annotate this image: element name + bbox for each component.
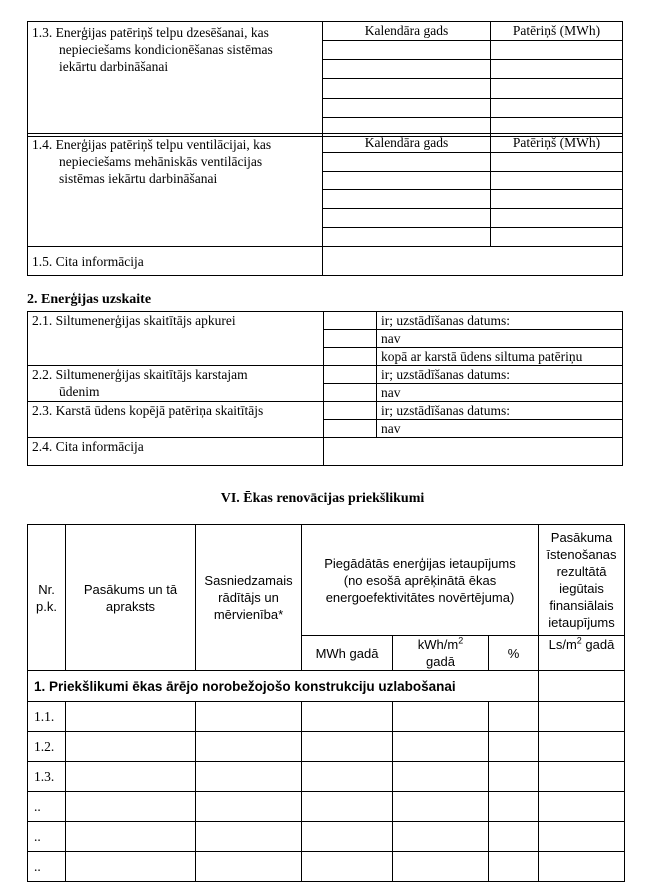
result-line6: ietaupījums <box>548 615 615 630</box>
checkbox-cell[interactable] <box>324 402 377 420</box>
year-cell[interactable] <box>323 60 491 79</box>
ls-m2-cell[interactable] <box>539 852 625 882</box>
measure-cell[interactable] <box>66 762 196 792</box>
consumption-cell[interactable] <box>491 228 623 247</box>
year-cell[interactable] <box>323 171 491 190</box>
percent-cell[interactable] <box>489 852 539 882</box>
measure-header-line2: apraksts <box>105 598 156 614</box>
unit-kwh-sup: 2 <box>458 635 464 646</box>
indicator-header-line2: rādītājs un <box>218 590 279 605</box>
row-number: .. <box>28 852 66 882</box>
row-number: 1.1. <box>28 702 66 732</box>
item-2-1-label: 2.1. Siltumenerģijas skaitītājs apkurei <box>28 312 324 366</box>
item-2-3-label: 2.3. Karstā ūdens kopējā patēriņa skaitītājs <box>28 402 324 438</box>
checkbox-cell[interactable] <box>324 366 377 384</box>
measure-cell[interactable] <box>66 852 196 882</box>
renovation-proposals-table <box>27 524 625 882</box>
item-2-2-label-line2: ūdenim <box>59 384 100 399</box>
year-cell[interactable] <box>323 98 491 117</box>
indicator-cell[interactable] <box>196 822 302 852</box>
unit-ls-m2-header <box>539 636 625 671</box>
kwh-m2-cell[interactable] <box>393 702 489 732</box>
unit-ls-sup: 2 <box>576 635 582 646</box>
unit-kwh-base: kWh/m <box>417 637 459 652</box>
option-no: nav <box>377 330 623 348</box>
nr-header-line2: p.k. <box>36 598 57 614</box>
consumption-cell[interactable] <box>491 41 623 60</box>
checkbox-cell[interactable] <box>324 348 377 366</box>
year-column-header: Kalendāra gads <box>323 134 491 153</box>
section-2-title: 2. Enerģijas uzskaite <box>27 292 152 307</box>
item-1-5-value[interactable] <box>323 247 623 276</box>
savings-header-line3: energoefektivitātes novērtējuma) <box>325 589 515 605</box>
item-1-3-label-line2: nepieciešams kondicionēšanas sistēmas <box>59 42 273 57</box>
financial-savings-header <box>539 525 625 636</box>
ls-m2-cell[interactable] <box>539 732 625 762</box>
option-yes: ir; uzstādīšanas datums: <box>377 402 623 420</box>
mwh-cell[interactable] <box>302 702 393 732</box>
item-1-3-label <box>28 22 323 137</box>
row-number: .. <box>28 822 66 852</box>
table-row <box>28 762 625 792</box>
indicator-header <box>196 525 302 671</box>
group-1-blank-cell <box>539 671 625 702</box>
year-cell[interactable] <box>323 152 491 171</box>
savings-header <box>302 525 539 636</box>
ls-m2-cell[interactable] <box>539 702 625 732</box>
item-2-4-value[interactable] <box>324 438 623 466</box>
indicator-header-line1: Sasniedzamais <box>204 573 293 588</box>
table-row <box>28 732 625 762</box>
unit-mwh-header: MWh gadā <box>302 636 393 671</box>
year-cell[interactable] <box>323 228 491 247</box>
result-line2: īstenošanas <box>546 547 617 562</box>
kwh-m2-cell[interactable] <box>393 792 489 822</box>
mwh-cell[interactable] <box>302 822 393 852</box>
checkbox-cell[interactable] <box>324 420 377 438</box>
consumption-cell[interactable] <box>491 152 623 171</box>
table-row <box>28 792 625 822</box>
kwh-m2-cell[interactable] <box>393 732 489 762</box>
row-number: 1.3. <box>28 762 66 792</box>
indicator-header-line3: mērvienība* <box>213 607 284 622</box>
consumption-column-header: Patēriņš (MWh) <box>491 22 623 41</box>
item-1-4-label-line1: 1.4. Enerģijas patēriņš telpu ventilācijai, kas <box>32 137 272 152</box>
table-row <box>28 822 625 852</box>
result-line5: finansiālais <box>549 598 614 613</box>
indicator-cell[interactable] <box>196 762 302 792</box>
measure-cell[interactable] <box>66 822 196 852</box>
item-1-4-label-line2: nepieciešams mehāniskās ventilācijas <box>59 154 263 169</box>
consumption-table-ventilation <box>27 133 623 276</box>
result-line4: iegūtais <box>559 581 604 596</box>
checkbox-cell[interactable] <box>324 330 377 348</box>
percent-cell[interactable] <box>489 822 539 852</box>
year-cell[interactable] <box>323 190 491 209</box>
savings-header-line2: (no esošā aprēķinātā ēkas <box>343 572 497 588</box>
measure-header <box>66 525 196 671</box>
percent-cell[interactable] <box>489 792 539 822</box>
percent-cell[interactable] <box>489 762 539 792</box>
item-2-4-label: 2.4. Cita informācija <box>28 438 324 466</box>
percent-cell[interactable] <box>489 732 539 762</box>
kwh-m2-cell[interactable] <box>393 852 489 882</box>
indicator-cell[interactable] <box>196 732 302 762</box>
item-1-3-label-line3: iekārtu darbināšanai <box>59 59 169 74</box>
unit-kwh-line2: gadā <box>426 654 455 669</box>
measure-cell[interactable] <box>66 792 196 822</box>
checkbox-cell[interactable] <box>324 384 377 402</box>
measure-cell[interactable] <box>66 732 196 762</box>
measure-cell[interactable] <box>66 702 196 732</box>
result-line1: Pasākuma <box>550 530 613 545</box>
year-cell[interactable] <box>323 41 491 60</box>
measure-header-line1: Pasākums un tā <box>83 581 178 597</box>
item-2-2-label-line1: 2.2. Siltumenerģijas skaitītājs karstajam <box>32 367 248 382</box>
mwh-cell[interactable] <box>302 852 393 882</box>
row-number: .. <box>28 792 66 822</box>
consumption-column-header: Patēriņš (MWh) <box>491 134 623 153</box>
nr-header <box>28 525 66 671</box>
consumption-cell[interactable] <box>491 171 623 190</box>
option-with-hot-water: kopā ar karstā ūdens siltuma patēriņu <box>377 348 623 366</box>
unit-kwh-m2-header <box>393 636 489 671</box>
item-1-5-label: 1.5. Cita informācija <box>28 247 323 276</box>
unit-ls-rest: gadā <box>581 637 615 652</box>
row-number: 1.2. <box>28 732 66 762</box>
ls-m2-cell[interactable] <box>539 822 625 852</box>
checkbox-cell[interactable] <box>324 312 377 330</box>
table-row <box>28 852 625 882</box>
table-row <box>28 702 625 732</box>
unit-ls-base: Ls/m <box>548 637 577 652</box>
group-1-heading: 1. Priekšlikumi ēkas ārējo norobežojošo konstrukciju uzlabošanai <box>28 671 539 702</box>
indicator-cell[interactable] <box>196 792 302 822</box>
consumption-cell[interactable] <box>491 79 623 98</box>
mwh-cell[interactable] <box>302 762 393 792</box>
consumption-cell[interactable] <box>491 209 623 228</box>
chapter-6-title: VI. Ēkas renovācijas priekšlikumi <box>220 491 425 506</box>
unit-percent-header: % <box>489 636 539 671</box>
consumption-cell[interactable] <box>491 98 623 117</box>
mwh-cell[interactable] <box>302 792 393 822</box>
year-cell[interactable] <box>323 209 491 228</box>
mwh-cell[interactable] <box>302 732 393 762</box>
option-yes: ir; uzstādīšanas datums: <box>377 312 623 330</box>
item-1-4-label-line3: sistēmas iekārtu darbināšanai <box>59 171 218 186</box>
kwh-m2-cell[interactable] <box>393 822 489 852</box>
option-no: nav <box>377 384 623 402</box>
kwh-m2-cell[interactable] <box>393 762 489 792</box>
year-column-header: Kalendāra gads <box>323 22 491 41</box>
indicator-cell[interactable] <box>196 702 302 732</box>
energy-metering-table <box>27 311 623 466</box>
indicator-cell[interactable] <box>196 852 302 882</box>
year-cell[interactable] <box>323 79 491 98</box>
item-2-2-label <box>28 366 324 402</box>
option-no: nav <box>377 420 623 438</box>
savings-header-line1: Piegādātās enerģijas ietaupījums <box>324 555 516 571</box>
item-1-3-label-line1: 1.3. Enerģijas patēriņš telpu dzesēšanai, kas <box>32 25 269 40</box>
ls-m2-cell[interactable] <box>539 792 625 822</box>
ls-m2-cell[interactable] <box>539 762 625 792</box>
consumption-table-cooling <box>27 21 623 137</box>
option-yes: ir; uzstādīšanas datums: <box>377 366 623 384</box>
consumption-cell[interactable] <box>491 190 623 209</box>
nr-header-line1: Nr. <box>38 581 55 597</box>
result-line3: rezultātā <box>556 564 607 579</box>
percent-cell[interactable] <box>489 702 539 732</box>
consumption-cell[interactable] <box>491 60 623 79</box>
item-1-4-label <box>28 134 323 247</box>
